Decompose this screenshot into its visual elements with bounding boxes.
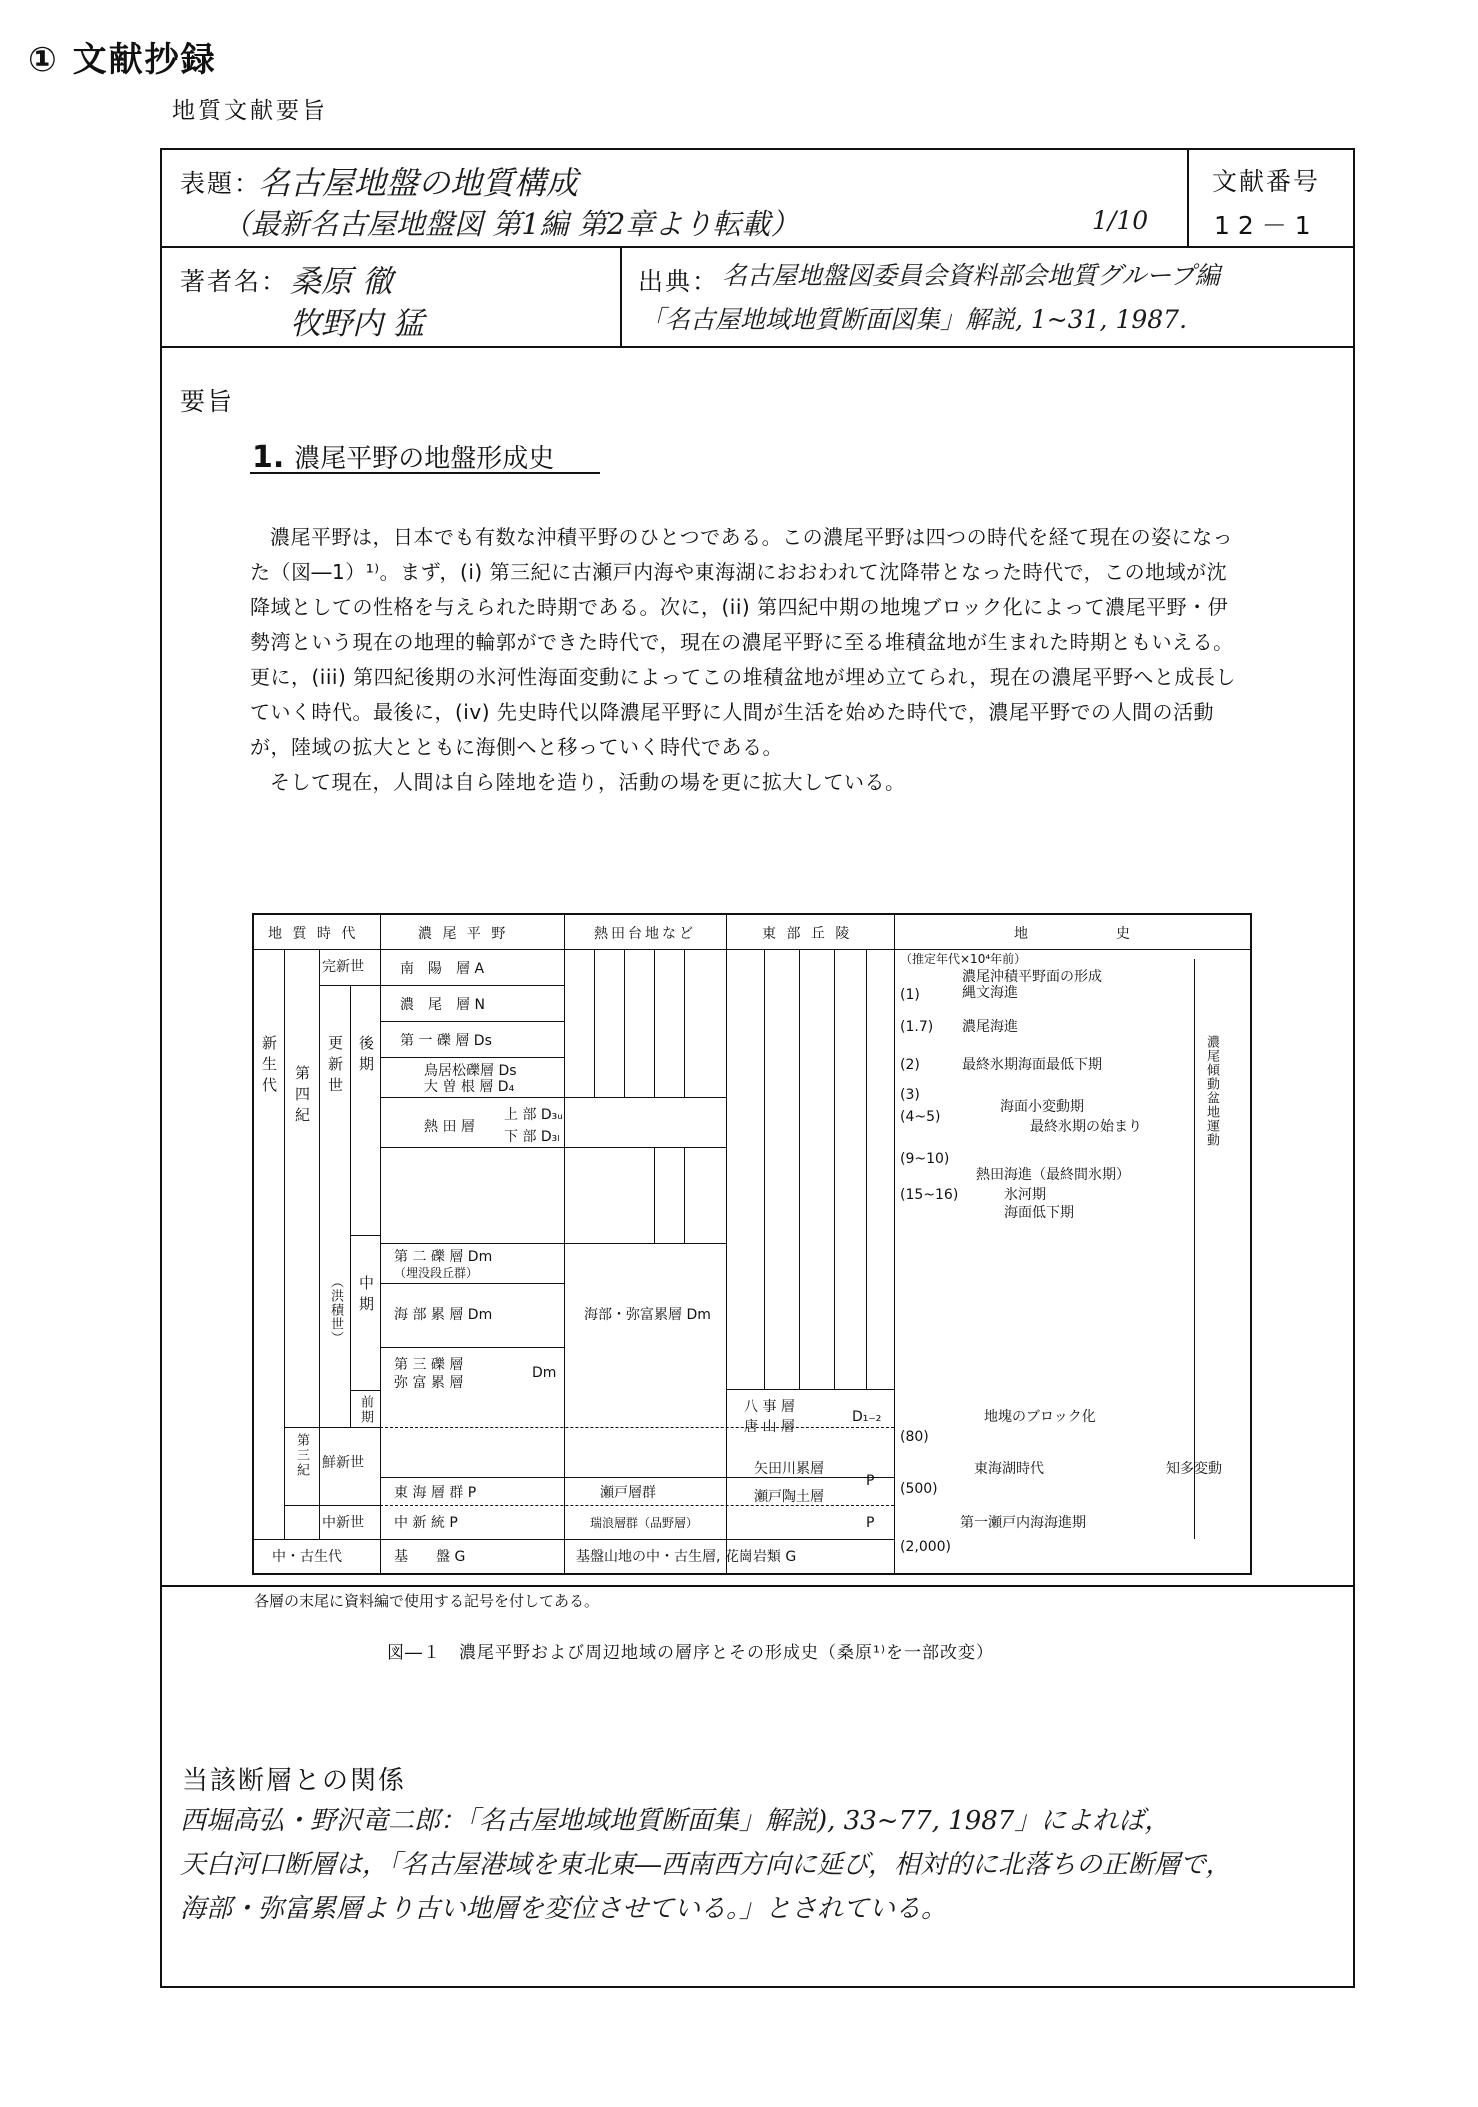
layer-label: Dm (532, 1365, 557, 1381)
history-age: (3) (900, 1087, 920, 1103)
title-label: 表題： (180, 169, 262, 198)
layer-label: 海 部 累 層 Dm (394, 1307, 493, 1323)
history-event: 濃尾海進 (962, 1019, 1018, 1035)
history-arrow (1194, 959, 1195, 1539)
section-title: 濃尾平野の地盤形成史 (294, 444, 555, 474)
row-divider (162, 1585, 1353, 1587)
layer-label: 上 部 D₃ᵤ (504, 1107, 563, 1123)
history-event: 濃尾沖積平野面の形成 (962, 969, 1102, 985)
section-underline (250, 472, 600, 474)
stripe (684, 1147, 685, 1243)
era-line (350, 1390, 380, 1391)
history-event: 最終氷期海面最低下期 (962, 1057, 1102, 1073)
abstract-form (160, 148, 1355, 1988)
era-line (350, 1235, 380, 1236)
eastern-label: 瀬戸陶土層 (754, 1489, 824, 1505)
epoch-label: 中・古生代 (272, 1549, 342, 1565)
doc-number-value: 12－1 (1214, 211, 1319, 240)
col-header: 濃 尾 平 野 (418, 926, 509, 942)
era-label: 第四紀 (293, 1065, 311, 1128)
history-event: 東海湖時代 (974, 1461, 1044, 1477)
author-label: 著者名： (180, 267, 289, 296)
history-event: 最終氷期の始まり (1030, 1119, 1142, 1135)
era-label: 前期 (358, 1395, 373, 1425)
atsuta-label: 海部・弥富累層 Dm (584, 1307, 711, 1323)
history-event: 第一瀬戸内海海進期 (960, 1515, 1086, 1531)
header-line (254, 949, 1250, 950)
figure-note: 各層の末尾に資料編で使用する記号を付してある。 (254, 1592, 600, 1610)
layer-label: 第 二 礫 層 Dm (394, 1249, 493, 1265)
history-side-note: 知多変動 (1166, 1461, 1222, 1477)
summary-paragraph: 濃尾平野は，日本でも有数な沖積平野のひとつである。この濃尾平野は四つの時代を経て現在の姿になった（図―1）¹⁾。まず，(i) 第三紀に古瀬戸内海や東海湖におおわれて沈降帯となった時代で，この地域が沈降域としての性格を与えられた時期である。次に，(ii) 第四紀中期の地塊ブロック化によって濃尾平野・伊勢湾という現在の地理的輪郭ができた時代で，現在の濃尾平野に至る堆積盆地が生まれた時期ともいえる。更に，(iii) 第四紀後期の氷河性海面変動によってこの堆積盆地が埋め立てられ，現在の濃尾平野へと成長していく時代。最後に，(iv) 先史時代以降濃尾平野に人間が生活を始めた時代で，濃尾平野での人間の活動が，陸域の拡大とともに海側へと移っていく時代である。 (250, 525, 1236, 759)
layer-label: （埋没段丘群） (394, 1266, 479, 1280)
stripe (834, 949, 835, 1389)
layer-line (380, 1057, 564, 1058)
col-header: 熱田台地など (594, 926, 696, 942)
author-handwritten-1: 桑原 徹 (290, 264, 393, 300)
summary-label: 要旨 (180, 387, 235, 416)
history-age: (1.7) (900, 1019, 934, 1035)
row-divider (162, 346, 1353, 348)
stripe (594, 949, 595, 1097)
history-side-note: 濃尾傾動盆地運動 (1204, 1035, 1219, 1147)
era-label: 第三紀 (294, 1433, 309, 1478)
source-label: 出典： (638, 267, 720, 296)
eastern-label: 唐 山 層 (744, 1419, 795, 1435)
history-event: 地塊のブロック化 (984, 1409, 1096, 1425)
layer-label: 熱 田 層 (424, 1119, 475, 1135)
history-event: 氷河期 (1004, 1187, 1046, 1203)
layer-line (380, 985, 564, 986)
era-label: 中期 (357, 1275, 375, 1317)
page-mark: 1/10 (1092, 206, 1149, 235)
layer-label: 基 盤 G (394, 1549, 466, 1565)
era-label: （洪積世） (328, 1275, 343, 1345)
relation-handwritten: 西堀高弘・野沢竜二郎：「名古屋地域地質断面集」解説), 33~77, 1987」によれば， (180, 1806, 1171, 1836)
atsuta-label: 瑞浪層群（品野層） (590, 1516, 699, 1530)
layer-label: 濃 尾 層 N (400, 997, 485, 1013)
history-event: 海面低下期 (1004, 1205, 1074, 1221)
history-age: (80) (900, 1429, 929, 1445)
atsuta-label: 瀬戸層群 (600, 1485, 656, 1501)
row-divider (162, 246, 1353, 248)
era-label: 新生代 (260, 1035, 278, 1098)
history-age: (15~16) (900, 1187, 959, 1203)
layer-label: 南 陽 層 A (400, 961, 485, 977)
layer-line (380, 1147, 726, 1148)
history-note: （推定年代×10⁴年前） (900, 952, 1027, 966)
layer-line (380, 1427, 894, 1428)
stripe (654, 1147, 655, 1243)
title-handwritten-sub: （最新名古屋地盤図 第1編 第2章より転載） (222, 207, 800, 241)
col-sep (894, 915, 895, 1573)
figure-caption: 図―１ 濃尾平野および周辺地域の層序とその形成史（桑原¹⁾を一部改変） (387, 1643, 994, 1663)
history-event: 熱田海進（最終間氷期） (976, 1167, 1130, 1183)
layer-line (380, 1283, 564, 1284)
era-line (319, 985, 380, 986)
history-age: (9~10) (900, 1151, 950, 1167)
layer-line (380, 1097, 726, 1098)
era-sep (350, 985, 351, 1427)
col-header: 地 質 時 代 (268, 926, 359, 942)
title-handwritten: 名古屋地盤の地質構成 (258, 164, 579, 202)
stripe (684, 949, 685, 1097)
layer-line (380, 1243, 726, 1244)
relation-handwritten: 海部・弥富累層より古い地層を変位させている。」とされている。 (180, 1894, 948, 1924)
layer-label: 中 新 統 P (394, 1515, 458, 1531)
history-age: (1) (900, 987, 920, 1003)
col-sep (380, 915, 381, 1573)
era-line (254, 1539, 380, 1540)
col-divider (620, 246, 622, 346)
page-subtitle: 地質文献要旨 (172, 98, 328, 124)
col-sep (726, 915, 727, 1573)
layer-label: 第 一 礫 層 Ds (400, 1033, 492, 1049)
author-handwritten-2: 牧野内 猛 (290, 306, 424, 342)
history-event: 縄文海進 (962, 985, 1018, 1001)
era-sep (284, 949, 285, 1539)
eastern-label: P (866, 1515, 875, 1531)
source-handwritten-2: 「名古屋地域地質断面図集」解説, 1~31, 1987. (640, 305, 1188, 334)
history-age: (2,000) (900, 1539, 952, 1555)
epoch-label: 鮮新世 (322, 1455, 364, 1471)
era-line (284, 1505, 380, 1506)
page-title: ① 文献抄録 (28, 40, 217, 80)
atsuta-label: 基盤山地の中・古生層, 花崗岩類 G (576, 1549, 797, 1565)
layer-label: 第 三 礫 層 (394, 1357, 464, 1373)
stripe (799, 949, 800, 1389)
layer-label: 大 曽 根 層 D₄ (424, 1079, 515, 1095)
era-line (284, 1427, 380, 1428)
layer-label: 鳥居松礫層 Ds (424, 1063, 517, 1079)
col-header: 東 部 丘 陵 (762, 926, 853, 942)
relation-label: 当該断層との関係 (182, 1766, 407, 1796)
era-label: 後期 (357, 1035, 375, 1077)
layer-line (380, 1021, 564, 1022)
section-heading (252, 438, 554, 475)
epoch-label: 中新世 (322, 1515, 364, 1531)
stripe (624, 949, 625, 1097)
col-header: 地 史 (1014, 926, 1133, 942)
layer-line (380, 1539, 894, 1540)
era-sep (319, 949, 320, 1539)
history-age: (500) (900, 1481, 938, 1497)
col-sep (564, 915, 565, 1573)
era-label: 更新世 (326, 1035, 344, 1098)
layer-label: 下 部 D₃ₗ (504, 1129, 560, 1145)
relation-handwritten: 天白河口断層は，「名古屋港域を東北東―西南西方向に延び，相対的に北落ちの正断層で， (180, 1850, 1232, 1880)
source-handwritten-1: 名古屋地盤図委員会資料部会地質グループ編 (722, 261, 1221, 290)
layer-label: 弥 富 累 層 (394, 1375, 464, 1391)
summary-body (250, 520, 1240, 800)
stratigraphy-table (252, 913, 1252, 1575)
eastern-label: P (866, 1473, 875, 1489)
summary-paragraph: そして現在，人間は自ら陸地を造り，活動の場を更に拡大している。 (270, 770, 906, 794)
col-divider (1187, 150, 1189, 246)
stripe (866, 949, 867, 1389)
section-number: 1. (252, 440, 285, 475)
stripe (764, 949, 765, 1389)
history-age: (2) (900, 1057, 920, 1073)
layer-line (380, 1477, 894, 1478)
history-event: 海面小変動期 (1000, 1099, 1084, 1115)
layer-line (726, 1389, 894, 1390)
layer-line (380, 1347, 564, 1348)
doc-number-label: 文献番号 (1212, 167, 1321, 196)
layer-label: 東 海 層 群 P (394, 1485, 477, 1501)
layer-line (380, 1505, 894, 1506)
stripe (654, 949, 655, 1097)
eastern-label: 矢田川累層 (754, 1461, 824, 1477)
eastern-label: 八 事 層 (744, 1399, 795, 1415)
epoch-label: 完新世 (322, 959, 364, 975)
history-age: (4~5) (900, 1109, 941, 1125)
eastern-label: D₁₋₂ (852, 1409, 882, 1425)
